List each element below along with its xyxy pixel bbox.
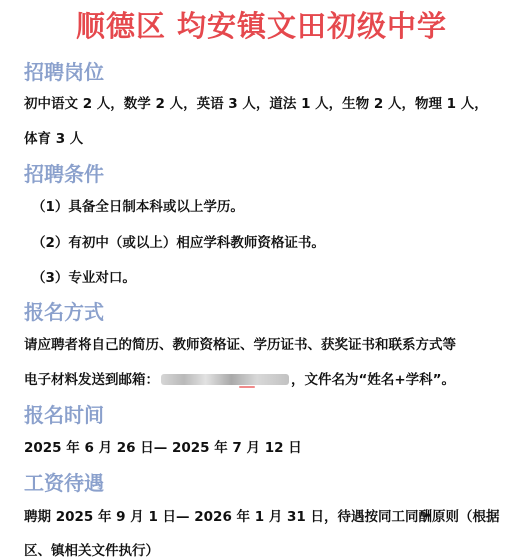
redacted-email [161, 374, 289, 385]
salary-line-1: 聘期 2025 年 9 月 1 日— 2026 年 1 月 31 日，待遇按同工同酬原则（根据 [24, 509, 500, 525]
apply-line-2 [24, 368, 455, 388]
requirement-item-3: （3）专业对口。 [32, 270, 136, 286]
requirement-item-1: （1）具备全日制本科或以上学历。 [32, 199, 244, 215]
positions-line-1: 初中语文 2 人，数学 2 人，英语 3 人，道法 1 人，生物 2 人，物理 1 人， [24, 96, 488, 112]
apply-line-2-suffix: ，文件名为“姓名+学科”。 [291, 372, 456, 388]
heading-positions: 招聘岗位 [24, 60, 104, 84]
apply-line-1: 请应聘者将自己的简历、教师资格证、学历证书、获奖证书和联系方式等 [24, 337, 456, 353]
apply-line-2-prefix: 电子材料发送到邮箱： [24, 372, 159, 388]
heading-apply: 报名方式 [24, 300, 104, 324]
positions-line-2: 体育 3 人 [24, 131, 84, 147]
time-line-1: 2025 年 6 月 26 日— 2025 年 7 月 12 日 [24, 440, 302, 456]
requirement-item-2: （2）有初中（或以上）相应学科教师资格证书。 [32, 235, 325, 251]
heading-salary: 工资待遇 [24, 471, 104, 495]
heading-time: 报名时间 [24, 403, 104, 427]
page-title: 顺德区 均安镇文田初级中学 [75, 9, 448, 43]
salary-line-2: 区、镇相关文件执行） [24, 543, 159, 559]
heading-requirements: 招聘条件 [24, 162, 104, 186]
